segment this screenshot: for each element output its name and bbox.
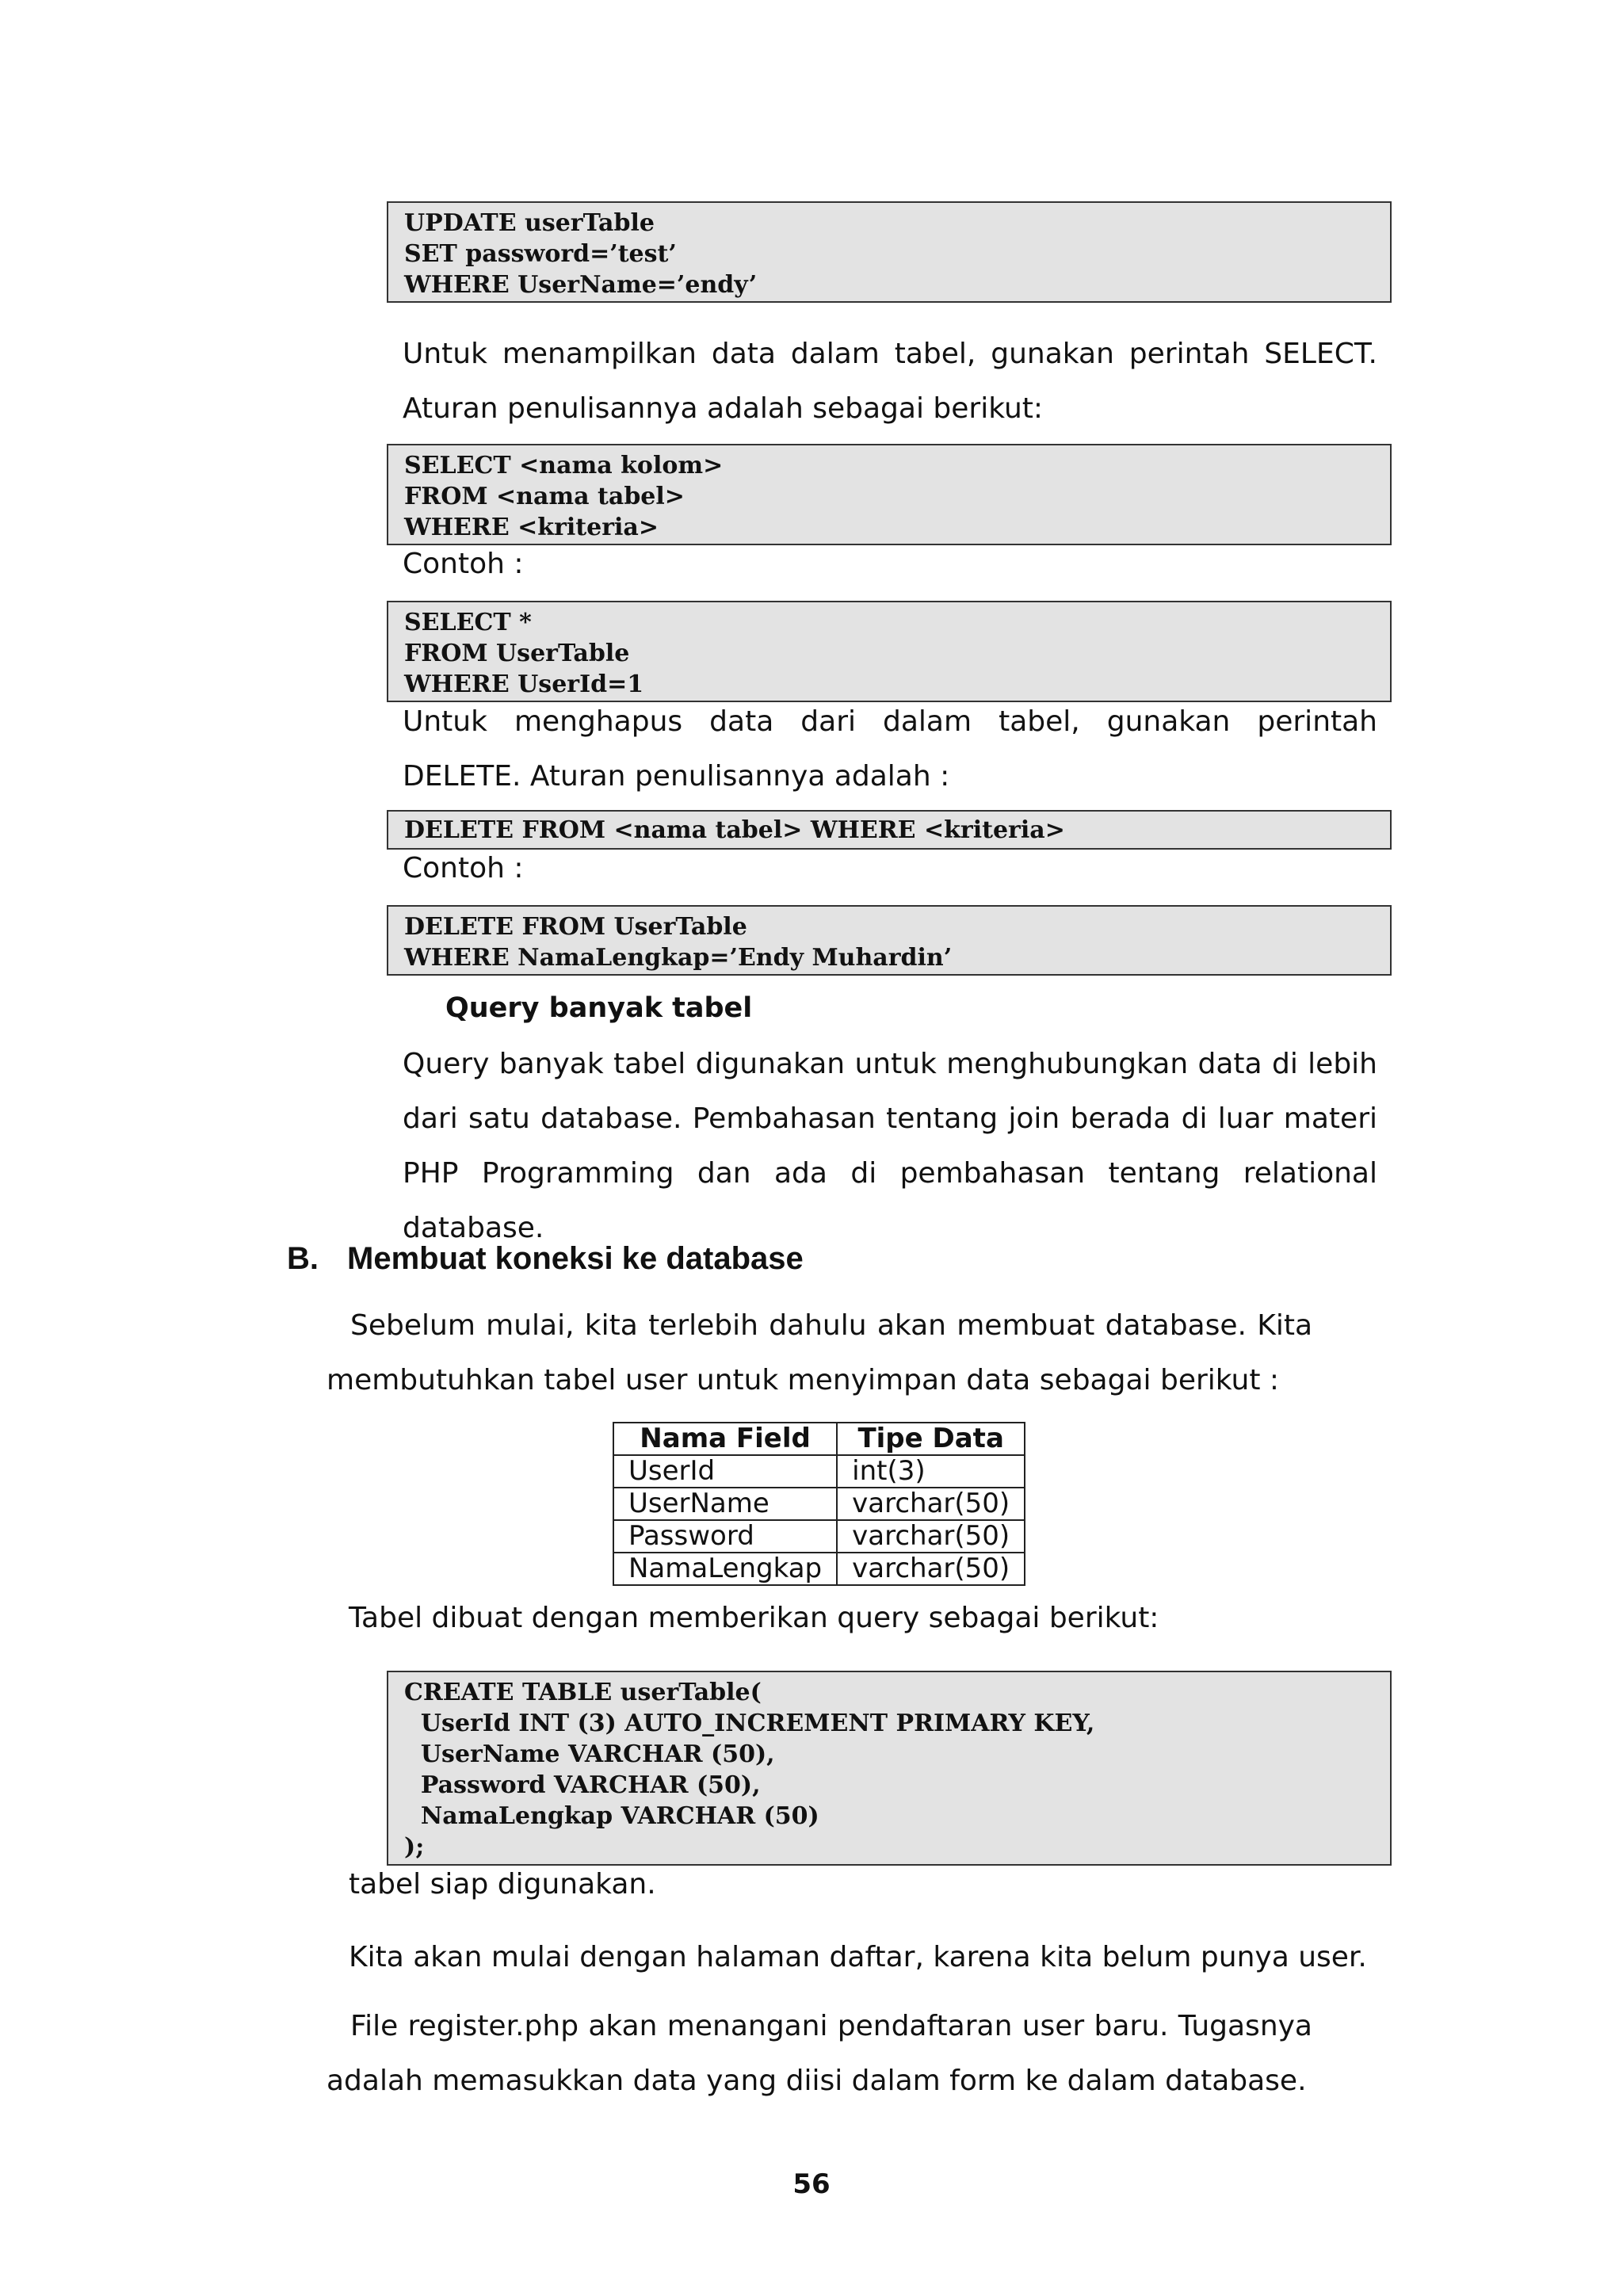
code-line: DELETE FROM <nama tabel> WHERE <kriteria> [404,816,1065,844]
register-intro-text: Kita akan mulai dengan halaman daftar, karena kita belum punya user. [349,1941,1367,1973]
page-number: 56 [792,2168,831,2200]
register-paragraph: File register.php akan menangani pendaftaran user baru. Tugasnya adalah memasukkan data yang diisi dalam form ke dalam database. [327,2010,1312,2097]
table-header-row [613,1423,1025,1455]
table-row [613,1553,1025,1585]
field-table [613,1422,1025,1586]
column-header: Tipe Data [837,1423,1025,1455]
code-line: ); [404,1833,425,1861]
query-banyak-tabel-heading: Query banyak tabel [445,992,753,1024]
code-line: FROM <nama tabel> [404,483,685,510]
table-cell: Password [613,1520,837,1553]
contoh-label: Contoh : [403,852,524,884]
table-cell: UserId [613,1455,837,1488]
section-letter: B. [287,1241,319,1276]
column-header: Nama Field [613,1423,837,1455]
section-title: Membuat koneksi ke database [347,1241,804,1276]
code-line: UserId INT (3) AUTO_INCREMENT PRIMARY KEY, [404,1710,1095,1737]
table-cell: NamaLengkap [613,1553,837,1585]
code-line: UPDATE userTable [404,209,655,237]
code-line: SELECT <nama kolom> [404,452,724,479]
code-block-update-example [387,201,1392,303]
table-row [613,1488,1025,1520]
query-banyak-tabel-paragraph: Query banyak tabel digunakan untuk menghubungkan data di lebih dari satu database. Pembahasan tentang join berada di luar materi PHP Programming dan ada di pembahasan tentang relational database. [403,1048,1377,1244]
code-line: Password VARCHAR (50), [404,1771,761,1799]
code-line: UserName VARCHAR (50), [404,1740,775,1768]
code-line: WHERE NamaLengkap=’Endy Muhardin’ [404,944,953,972]
select-intro-paragraph: Untuk menampilkan data dalam tabel, gunakan perintah SELECT. Aturan penulisannya adalah sebagai berikut: [403,338,1377,425]
table-cell: varchar(50) [837,1553,1025,1585]
table-cell: varchar(50) [837,1488,1025,1520]
intro-paragraph: Sebelum mulai, kita terlebih dahulu akan membuat database. Kita membutuhkan tabel user untuk menyimpan data sebagai berikut : [327,1309,1312,1396]
code-block-select-syntax [387,444,1392,545]
table-row [613,1455,1025,1488]
code-line: WHERE UserName=’endy’ [404,271,758,299]
code-line: WHERE UserId=1 [404,670,644,698]
code-line: WHERE <kriteria> [404,514,659,541]
code-block-delete-example [387,905,1392,976]
code-block-create-table [387,1671,1392,1866]
table-cell: varchar(50) [837,1520,1025,1553]
table-cell: int(3) [837,1455,1025,1488]
code-line: SET password=’test’ [404,240,677,268]
code-line: CREATE TABLE userTable( [404,1679,762,1706]
table-row [613,1520,1025,1553]
code-line: NamaLengkap VARCHAR (50) [404,1802,819,1830]
table-cell: UserName [613,1488,837,1520]
code-line: DELETE FROM UserTable [404,913,747,941]
table-query-intro: Tabel dibuat dengan memberikan query sebagai berikut: [349,1602,1159,1634]
delete-intro-paragraph: Untuk menghapus data dari dalam tabel, gunakan perintah DELETE. Aturan penulisannya adalah : [403,705,1377,793]
contoh-label: Contoh : [403,548,524,580]
code-block-delete-syntax [387,810,1392,850]
code-line: FROM UserTable [404,640,630,667]
code-block-select-example [387,601,1392,702]
code-line: SELECT * [404,609,532,636]
table-ready-text: tabel siap digunakan. [349,1868,656,1901]
